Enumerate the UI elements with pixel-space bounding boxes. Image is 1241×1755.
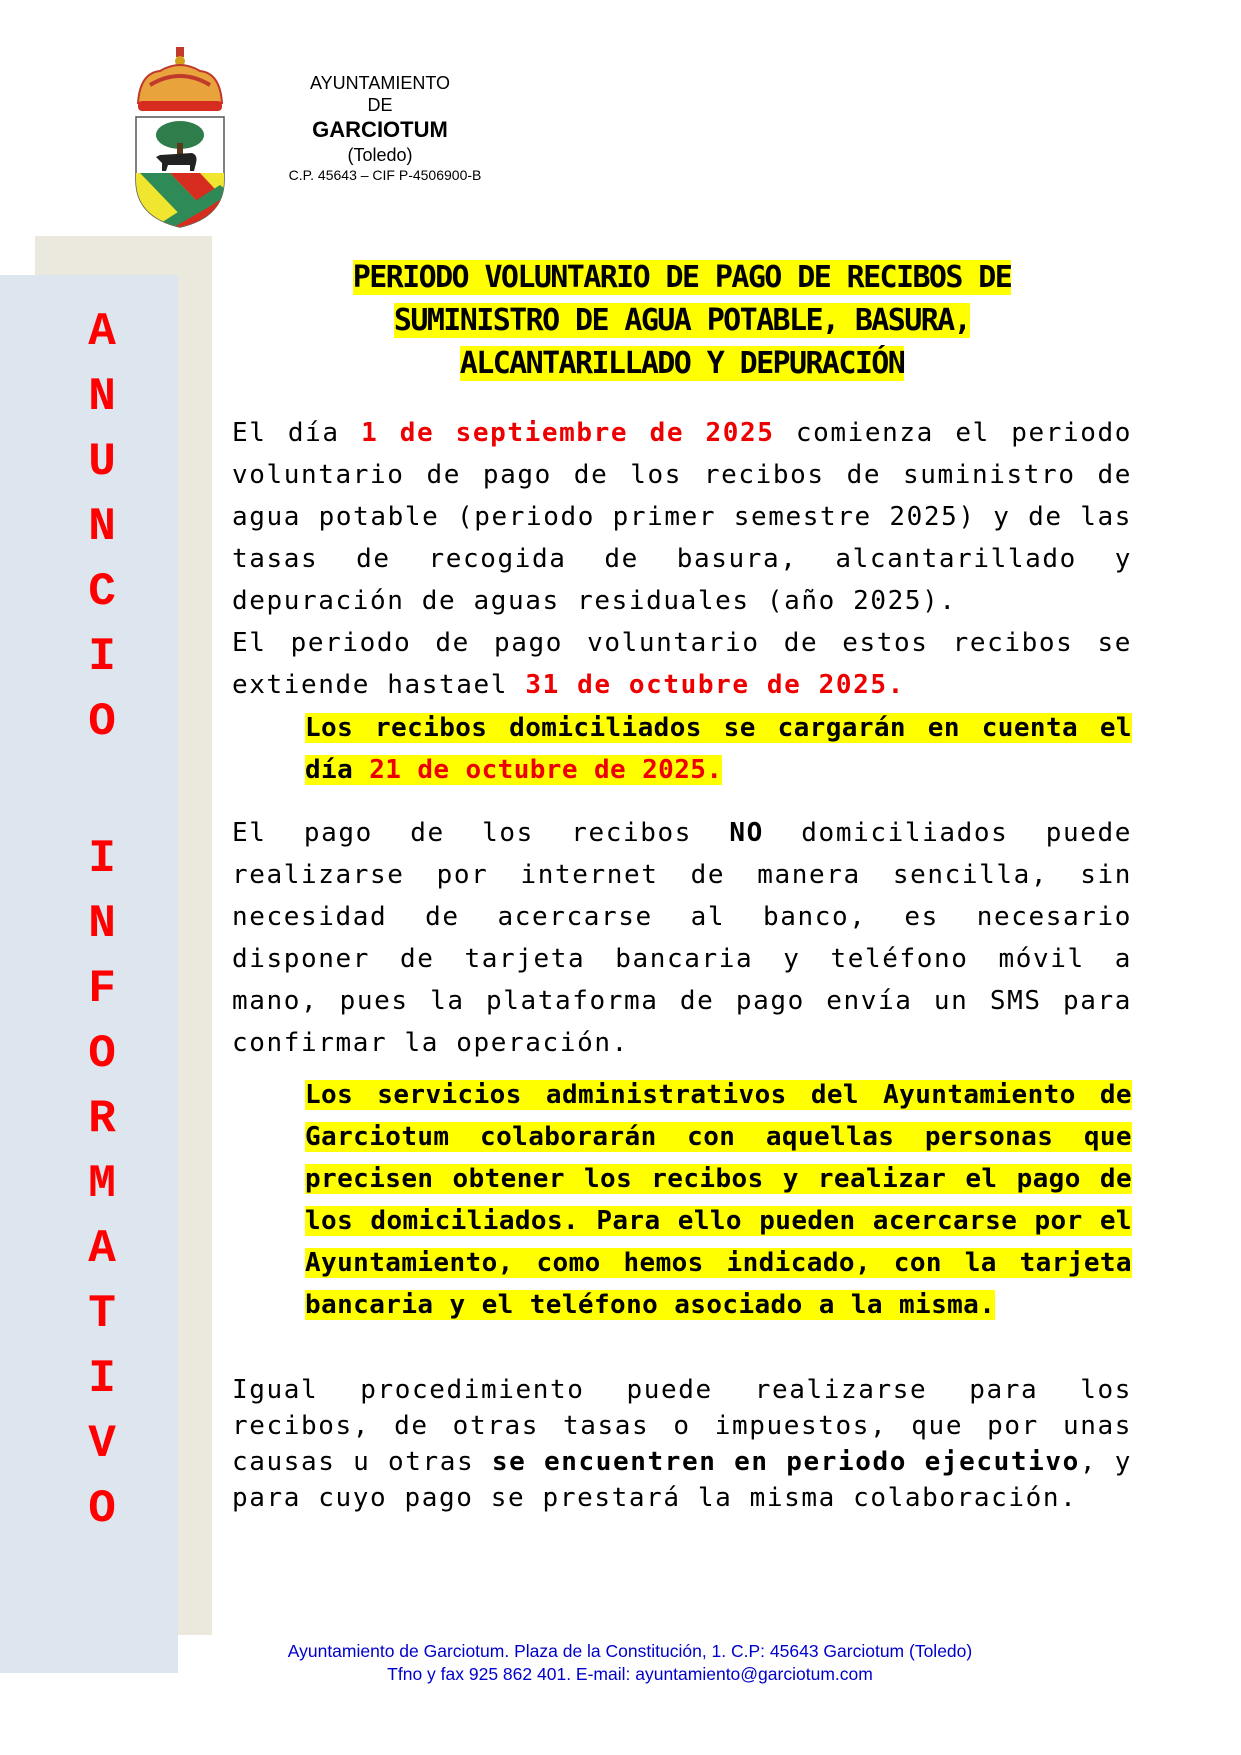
direct-debit-notice	[305, 707, 1132, 791]
p4-text-post: , y para cuyo pago se prestará la misma colaboración.	[232, 1447, 1132, 1513]
p3-text-post: domiciliados puede realizarse por internet de manera sencilla, sin necesidad de acercarse al banco, es necesario disponer de tarjeta bancaria y teléfono móvil a mano, pues la plataforma de pago envía un SMS para confirmar la operación.	[232, 818, 1132, 1058]
sidebar-letter: N	[88, 501, 116, 553]
direct-debit-date: 21 de octubre de 2025.	[369, 755, 723, 785]
title-line-2: SUMINISTRO DE AGUA POTABLE, BASURA,	[393, 303, 971, 338]
municipality-header	[250, 72, 510, 184]
p4-bold-text: se encuentren en periodo ejecutivo	[491, 1447, 1080, 1477]
sidebar-anuncio-informativo	[62, 300, 142, 1542]
header-town-name: GARCIOTUM	[312, 117, 448, 142]
end-date: 31 de octubre de 2025.	[525, 670, 905, 700]
paragraph-executive-period	[232, 1372, 1132, 1516]
assistance-text: Los servicios administrativos del Ayuntamiento de Garciotum colaborarán con aquellas personas que precisen obtener los recibos y realizar el pago de los domiciliados. Para ello pueden acercarse por el Ayuntamiento, como hemos indicado, con la tarjeta bancaria y el teléfono asociado a la misma.	[305, 1080, 1132, 1320]
header-cp-cif: C.P. 45643 – CIF P-4506900-B	[288, 167, 482, 183]
sidebar-letter: T	[88, 1288, 116, 1340]
coat-of-arms-logo	[130, 45, 230, 230]
header-province: (Toledo)	[347, 145, 413, 165]
start-date: 1 de septiembre de 2025	[361, 418, 775, 448]
p1-text-post: comienza el periodo voluntario de pago de los recibos de suministro de agua potable (periodo primer semestre 2025) y de las tasas de recogida de basura, alcantarillado y depuración de aguas residuales (año 2025).	[232, 418, 1133, 616]
sidebar-letter: V	[88, 1418, 116, 1470]
header-line-de: DE	[367, 95, 393, 115]
p4-text-pre: Igual procedimiento puede realizarse para los recibos, de otras tasas o impuestos, que por unas causas u otras	[232, 1375, 1132, 1477]
sidebar-letter: C	[88, 566, 116, 618]
header-line-ayuntamiento: AYUNTAMIENTO	[309, 73, 450, 93]
sidebar-letter: U	[88, 436, 116, 488]
notice-title	[232, 256, 1132, 385]
sidebar-letter: A	[88, 1223, 116, 1275]
sidebar-letter: I	[88, 833, 116, 885]
coat-of-arms-icon	[130, 45, 230, 230]
sidebar-letter: O	[88, 1483, 116, 1535]
title-line-1: PERIODO VOLUNTARIO DE PAGO DE RECIBOS DE	[352, 260, 1012, 295]
sidebar-letter-gap	[62, 755, 142, 827]
sidebar-letter: O	[88, 1028, 116, 1080]
footer-contact	[200, 1640, 1060, 1686]
sidebar-letter: I	[88, 631, 116, 683]
sidebar-letter: I	[88, 1353, 116, 1405]
sidebar-letter: O	[88, 696, 116, 748]
paragraph-start-date	[232, 412, 1132, 706]
paragraph-online-payment	[232, 812, 1132, 1064]
direct-debit-text: Los recibos domiciliados se cargarán en cuenta el día	[305, 713, 1132, 785]
sidebar-letter: R	[88, 1093, 116, 1145]
assistance-notice	[305, 1074, 1132, 1326]
footer-address: Ayuntamiento de Garciotum. Plaza de la Constitución, 1. C.P: 45643 Garciotum (Toledo)	[287, 1641, 973, 1661]
title-line-3: ALCANTARILLADO Y DEPURACIÓN	[459, 346, 905, 381]
p1-end-text: El periodo de pago voluntario de estos recibos se extiende hastael	[232, 628, 1132, 700]
p3-no-emphasis: NO	[729, 818, 764, 848]
footer-phone-email: Tfno y fax 925 862 401. E-mail: ayuntamiento@garciotum.com	[387, 1664, 873, 1684]
sidebar-letter: N	[88, 898, 116, 950]
sidebar-letter: N	[88, 371, 116, 423]
p1-text-pre: El día	[232, 418, 362, 448]
sidebar-letter: A	[88, 306, 116, 358]
p3-text-pre: El pago de los recibos	[232, 818, 730, 848]
sidebar-letter: F	[88, 963, 116, 1015]
sidebar-letter: M	[88, 1158, 116, 1210]
